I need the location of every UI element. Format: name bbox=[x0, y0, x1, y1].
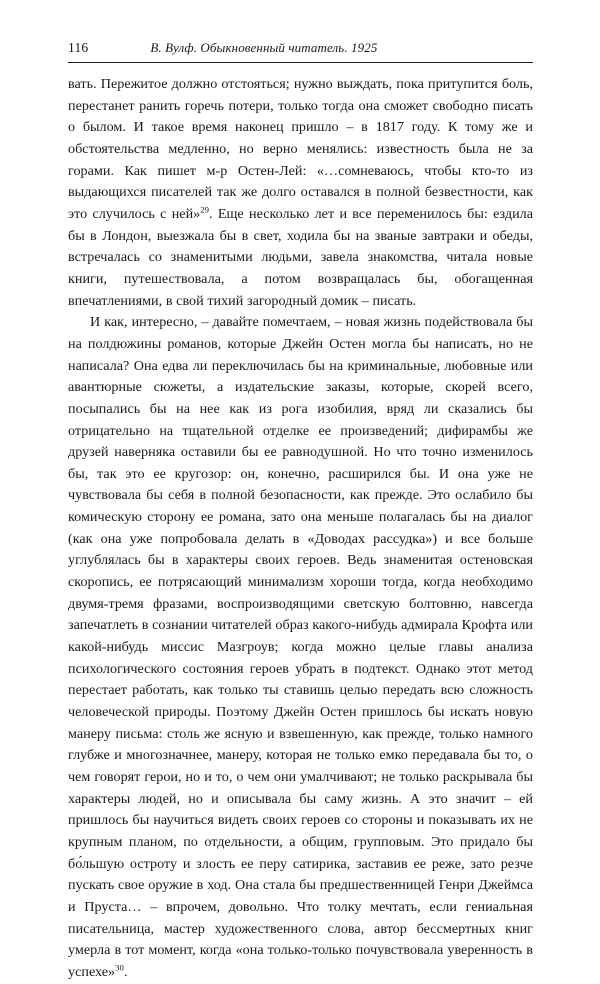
paragraph-text: И как, интересно, – давайте помечтаем, – новая жизнь подействовала бы на полдюжины романов, которые Джейн Остен могла бы написать, но не написала? Она едва ли переключилась бы на криминальные, любовные или авантюрные сюжеты, а издательские заказы, которые, скорей всего, посыпались бы на нее как из рога изобилия, вряд ли сказались бы отрицательно на тщательной отделке ее произведений; дифирамбы же друзей наверняка оставили бы ее равнодушной. Но что точно изменилось бы, так это ее кругозор: он, конечно, расширился бы. И она уже не чувствовала бы себя в полной безопасности, как прежде. Это ослабило бы комическую сторону ее романа, зато она меньше полагалась бы на диалог (как она уже попробовала делать в «Доводах рассудка») и все больше углублялась бы в характеры своих героев. Ведь знаменитая остеновская скоропись, ее потрясающий минимализм хороши тогда, когда необходимо двумя-тремя фразами, воспроизводящими светскую болтовню, навсегда запечатлеть в сознании читателей образ какого-нибудь адмирала Крофта или какой-нибудь миссис Мазгроув; когда можно целые главы анализа психологического состояния героев убрать в подтекст. Однако этот метод перестает работать, как только ты ставишь целью передать всю сложность человеческой природы. Поэтому Джейн Остен пришлось бы искать новую манеру письма: столь же ясную и взвешенную, как прежде, только намного глубже и многозначнее, манеру, которая не только емко передавала бы то, о чем говорят герои, но и то, о чем они умалчивают; не только раскрывала бы характеры людей, но и описывала бы саму жизнь. А это значит – ей пришлось бы научиться видеть своих героев со стороны и показывать их не крупным планом, по отдельности, а общим, групповым. Это придало бы бо́льшую остроту и злость ее перу сатирика, заставив ее реже, зато резче пускать свое оружие в ход. Она стала бы предшественницей Генри Джеймса и Пруста… – впрочем, довольно. Что толку мечтать, если гениальная писательница, мастер художественного слова, автор бессмертных книг умерла в тот момент, когда «она только-только почувствовала уверенность в успехе» bbox=[68, 314, 533, 980]
running-title: В. Вулф. Обыкновенный читатель. 1925 bbox=[150, 40, 378, 55]
footnote-marker-29[interactable]: 29 bbox=[200, 204, 210, 215]
footnote-marker-30[interactable]: 30 bbox=[115, 962, 124, 973]
header-rule bbox=[68, 62, 533, 63]
paragraph-continued bbox=[68, 74, 533, 312]
paragraph-text-tail: . bbox=[123, 963, 128, 980]
paragraph-main bbox=[68, 312, 533, 983]
paragraph-text: вать. Пережитое должно отстояться; нужно выждать, пока притупится боль, перестанет ранить горечь потери, только тогда она сможет свободно писать о былом. И такое время наконец пришло – в 1817 году. К тому же и обстоятельства медленно, но верно менялись: известность была не за горами. Как пишет м-р Остен-Лей: «…сомневаюсь, чтобы кто-то из выдающихся писателей так же долго оставался в полной безвестности, как это случилось с ней» bbox=[68, 76, 533, 222]
paragraph-text-tail: . Еще несколько лет и все переменилось бы: ездила бы в Лондон, выезжала бы в свет, ходила бы на званые завтраки и обеды, встречалась со знаменитыми людьми, завела знакомства, читала новые книги, путешествовала, а потом возвращалась бы, обогащенная впечатлениями, в свой тихий загородный домик – писать. bbox=[68, 205, 533, 309]
page-number: 116 bbox=[68, 40, 89, 55]
body-text bbox=[68, 74, 533, 984]
running-head bbox=[68, 40, 533, 58]
